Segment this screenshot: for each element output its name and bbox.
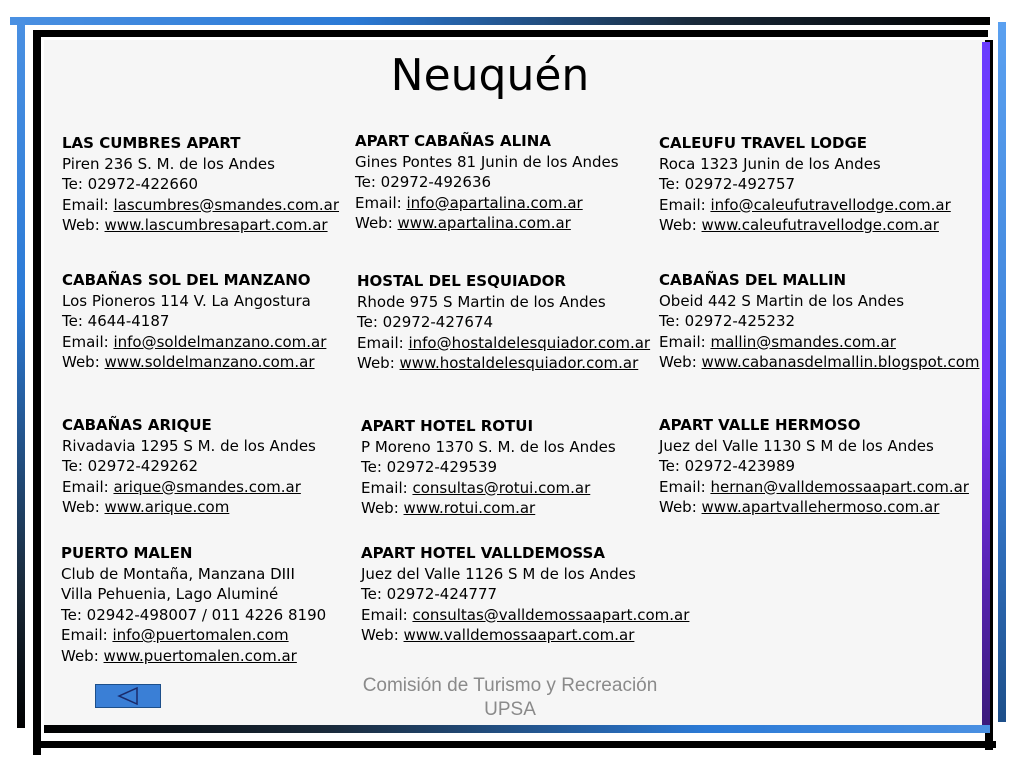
email-label: Email:: [361, 605, 413, 624]
email-link[interactable]: info@soldelmanzano.com.ar: [113, 332, 327, 351]
web-label: Web:: [659, 498, 702, 516]
web-link[interactable]: www.puertomalen.com.ar: [103, 646, 297, 665]
email-link[interactable]: info@apartalina.com.ar: [406, 193, 583, 212]
email-label: Email:: [357, 333, 409, 352]
listing-name: CABAÑAS DEL MALLIN: [659, 271, 847, 289]
email-link[interactable]: lascumbres@smandes.com.ar: [113, 195, 340, 214]
listing-phone: Te: 02972-492757: [659, 175, 796, 193]
listing-name: LAS CUMBRES APART: [62, 134, 241, 152]
email-link[interactable]: arique@smandes.com.ar: [113, 477, 301, 496]
listing-address: Roca 1323 Junin de los Andes: [659, 154, 881, 173]
frame-bar-bottom-blue: [44, 725, 990, 733]
email-link[interactable]: consultas@rotui.com.ar: [412, 478, 591, 497]
email-label: Email:: [61, 626, 113, 644]
email-label: Email:: [62, 332, 114, 351]
email-label: Email:: [659, 477, 711, 496]
listing-name: CABAÑAS ARIQUE: [62, 416, 212, 434]
web-label: Web:: [62, 216, 105, 234]
listing-phone: Te: 02972-492636: [355, 173, 492, 191]
listing-entry: [659, 133, 951, 236]
web-label: Web:: [659, 216, 702, 234]
listing-address-line2: Villa Pehuenia, Lago Aluminé: [61, 585, 279, 603]
web-link[interactable]: www.arique.com: [104, 498, 230, 516]
frame-bar-left-black: [33, 30, 41, 755]
listing-address: Rivadavia 1295 S M. de los Andes: [62, 436, 316, 455]
frame-bar-top-blue: [10, 17, 990, 25]
listing-entry: [62, 133, 339, 236]
email-label: Email:: [659, 195, 711, 214]
listing-entry: [61, 543, 326, 666]
web-link[interactable]: www.cabanasdelmallin.blogspot.com: [701, 353, 980, 371]
web-label: Web:: [355, 214, 398, 232]
frame-bar-left-blue: [17, 20, 25, 728]
web-link[interactable]: www.lascumbresapart.com.ar: [104, 216, 328, 234]
web-label: Web:: [361, 626, 404, 644]
frame-bar-right-purple: [982, 42, 990, 730]
back-button[interactable]: [95, 684, 161, 708]
listing-address: P Moreno 1370 S. M. de los Andes: [361, 437, 616, 456]
listing-phone: Te: 02972-422660: [62, 175, 199, 193]
listing-phone: Te: 02972-425232: [659, 312, 796, 330]
email-label: Email:: [62, 477, 114, 496]
web-label: Web:: [62, 353, 105, 371]
web-link[interactable]: www.hostaldelesquiador.com.ar: [399, 354, 639, 372]
email-link[interactable]: info@hostaldelesquiador.com.ar: [408, 333, 651, 352]
listing-entry: [659, 415, 969, 518]
listing-address: Piren 236 S. M. de los Andes: [62, 154, 275, 173]
listing-name: HOSTAL DEL ESQUIADOR: [357, 272, 566, 290]
listing-entry: [361, 543, 689, 646]
listing-address: Juez del Valle 1126 S M de los Andes: [361, 564, 636, 583]
listing-phone: Te: 4644-4187: [62, 312, 170, 330]
listing-name: APART HOTEL ROTUI: [361, 417, 534, 435]
listing-phone: Te: 02972-429262: [62, 457, 199, 475]
listing-entry: [62, 270, 326, 373]
listing-address: Gines Pontes 81 Junin de los Andes: [355, 152, 619, 171]
web-link[interactable]: www.valldemossaapart.com.ar: [403, 626, 635, 644]
listing-phone: Te: 02972-423989: [659, 457, 796, 475]
listing-entry: [361, 416, 616, 519]
listing-entry: [659, 270, 979, 373]
email-link[interactable]: info@puertomalen.com: [112, 626, 289, 644]
listing-name: APART CABAÑAS ALINA: [355, 132, 551, 150]
listing-phone: Te: 02972-429539: [361, 458, 498, 476]
web-link[interactable]: www.caleufutravellodge.com.ar: [701, 216, 939, 234]
web-link[interactable]: www.apartalina.com.ar: [397, 214, 571, 232]
listing-address: Los Pioneros 114 V. La Angostura: [62, 291, 311, 310]
listing-phone: Te: 02972-427674: [357, 313, 494, 331]
listing-name: PUERTO MALEN: [61, 544, 193, 562]
web-label: Web:: [62, 498, 105, 516]
listing-phone: Te: 02942-498007 / 011 4226 8190: [61, 605, 327, 624]
footer: [340, 674, 680, 722]
email-label: Email:: [62, 195, 114, 214]
listing-entry: [62, 415, 316, 518]
email-link[interactable]: hernan@valldemossaapart.com.ar: [710, 477, 969, 496]
listing-address: Juez del Valle 1130 S M de los Andes: [659, 436, 934, 455]
email-label: Email:: [361, 478, 413, 497]
web-label: Web:: [61, 646, 104, 665]
listing-entry: [355, 131, 619, 234]
web-label: Web:: [659, 353, 702, 371]
listing-address: Rhode 975 S Martin de los Andes: [357, 292, 606, 311]
listing-phone: Te: 02972-424777: [361, 585, 498, 603]
web-link[interactable]: www.apartvallehermoso.com.ar: [701, 498, 940, 516]
email-label: Email:: [355, 193, 407, 212]
listing-name: APART HOTEL VALLDEMOSSA: [361, 544, 605, 562]
frame-bar-top-black: [40, 30, 988, 37]
web-label: Web:: [357, 354, 400, 372]
frame-bar-bottom-black: [40, 741, 996, 748]
web-link[interactable]: www.rotui.com.ar: [403, 499, 536, 517]
listing-name: APART VALLE HERMOSO: [659, 416, 861, 434]
listing-address: Club de Montaña, Manzana DIII: [61, 564, 295, 583]
listing-address: Obeid 442 S Martin de los Andes: [659, 291, 905, 310]
page-title: Neuquén: [390, 50, 590, 101]
email-label: Email:: [659, 332, 711, 351]
footer-organization: Comisión de Turismo y Recreación: [362, 675, 658, 696]
footer-university: UPSA: [484, 699, 536, 720]
listing-entry: [357, 271, 650, 374]
frame-bar-right-blue: [998, 22, 1006, 722]
web-label: Web:: [361, 499, 404, 517]
email-link[interactable]: info@caleufutravellodge.com.ar: [710, 195, 951, 214]
listing-name: CABAÑAS SOL DEL MANZANO: [62, 271, 311, 289]
triangle-left-icon: [117, 687, 139, 705]
listing-name: CALEUFU TRAVEL LODGE: [659, 134, 868, 152]
web-link[interactable]: www.soldelmanzano.com.ar: [104, 353, 315, 371]
email-link[interactable]: mallin@smandes.com.ar: [710, 332, 896, 351]
email-link[interactable]: consultas@valldemossaapart.com.ar: [412, 605, 690, 624]
